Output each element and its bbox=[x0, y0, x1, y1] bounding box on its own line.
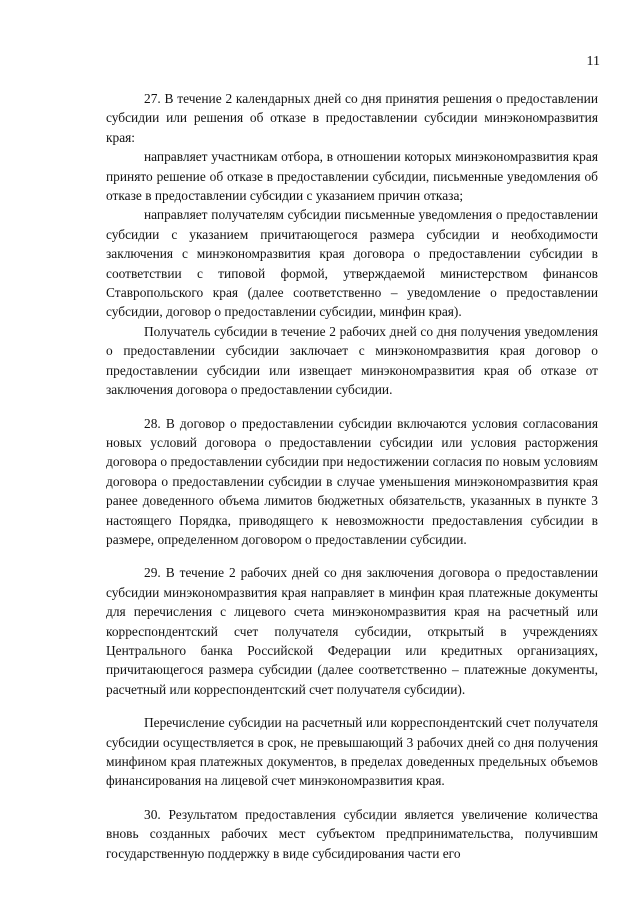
document-body bbox=[106, 89, 598, 863]
paragraph: 27. В течение 2 календарных дней со дня принятия решения о предоставлении субсидии или решения об отказе в предоставлении субсидии минэкономразвития края: bbox=[106, 91, 598, 145]
section-30 bbox=[106, 805, 598, 863]
paragraph: направляет участникам отбора, в отношении которых минэкономразвития края принято решение об отказе в предоставлении субсидии, письменные уведомления об отказе в предоставлении субсидии с указанием причин отказа; bbox=[106, 149, 598, 204]
page-number: 11 bbox=[586, 54, 600, 69]
paragraph: Получатель субсидии в течение 2 рабочих дней со дня получения уведомления о предоставлении субсидии заключает с минэкономразвития края договор о предоставлении субсидии или извещает минэкономразвития края об отказе от заключения договора о предоставлении субсидии. bbox=[106, 323, 598, 398]
paragraph: Перечисление субсидии на расчетный или корреспондентский счет получателя субсидии осуществляется в срок, не превышающий 3 рабочих дней со дня получения минфином края платежных документов, в пределах доведенных предельных объемов финансирования на лицевой счет минэкономразвития края. bbox=[106, 715, 598, 789]
paragraph: 30. Результатом предоставления субсидии является увеличение количества вновь созданных рабочих мест субъектом предпринимательства, получившим государственную поддержку в виде субсидирования части его bbox=[106, 806, 598, 861]
section-27 bbox=[106, 89, 598, 400]
section-28 bbox=[106, 414, 598, 550]
paragraph: 28. В договор о предоставлении субсидии включаются условия согласования новых условий договора о предоставлении субсидии или условия расторжения договора о предоставлении субсидии при недостижении согласия по новым условиям договора о предоставлении субсидии в случае уменьшения минэкономразвития края ранее доведенного объема лимитов бюджетных обязательств, указанных в пункте 3 настоящего Порядка, приводящего к невозможности предоставления субсидии в размере, определенном договором о предоставлении субсидии. bbox=[106, 415, 598, 547]
paragraph: направляет получателям субсидии письменные уведомления о предоставлении субсидии с указанием причитающегося размера субсидии и необходимости заключения с минэкономразвития края договора о предоставлении субсидии в соответствии с типовой формой, утверждаемой министерством финансов Ставропольского края (далее соответственно – уведомление о предоставлении субсидии, договор о предоставлении субсидии, минфин края). bbox=[106, 207, 598, 320]
paragraph: 29. В течение 2 рабочих дней со дня заключения договора о предоставлении субсидии минэкономразвития края направляет в минфин края платежные документы для перечисления с лицевого счета минэкономразвития края на расчетный или корреспондентский счет получателя субсидии, открытый в учреждениях Центрального банка Российской Федерации или кредитных организациях, причитающегося размера субсидии (далее соответственно – платежные документы, расчетный или корреспондентский счет получателя субсидии). bbox=[106, 565, 598, 697]
section-29 bbox=[106, 563, 598, 790]
